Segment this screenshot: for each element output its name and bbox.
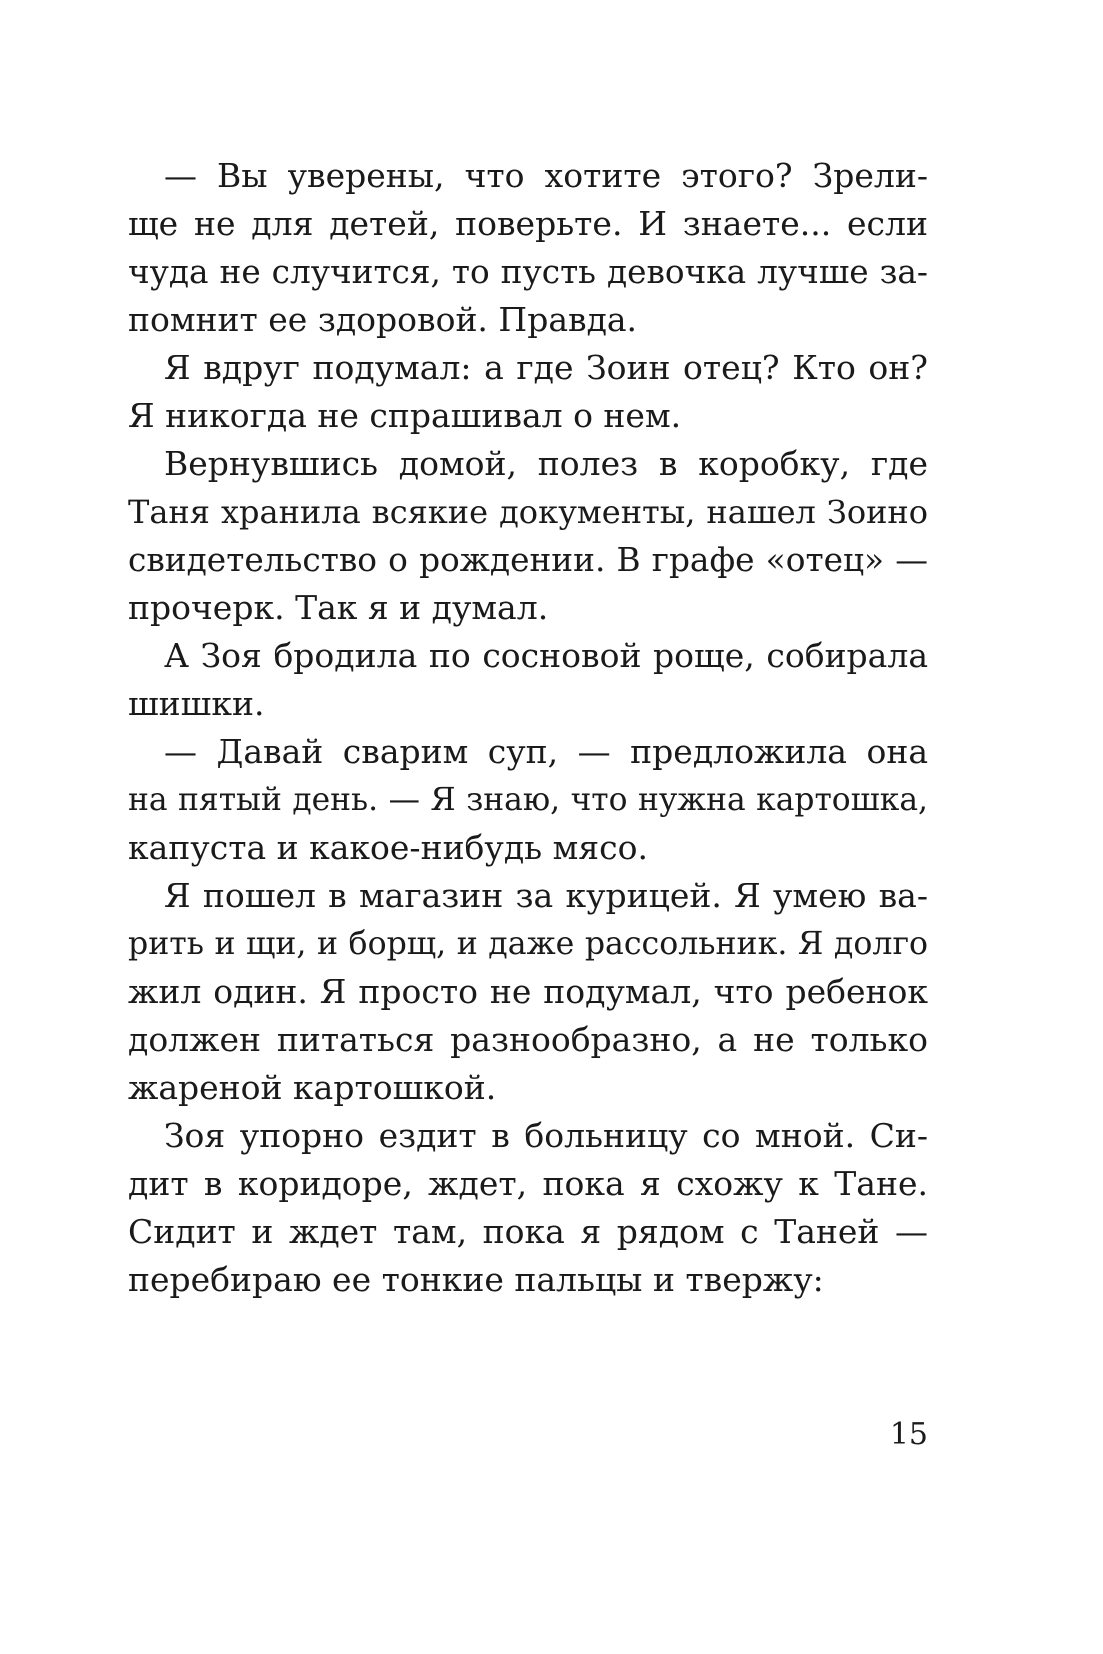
text-line: свидетельство о рождении. В графе «отец» —: [128, 541, 928, 579]
text-line: Таня хранила всякие документы, нашел Зоино: [128, 493, 928, 531]
text-line: прочерк. Так я и думал.: [128, 588, 549, 627]
text-line: — Давай сварим суп, — предложила она: [164, 732, 928, 771]
text-line: Зоя упорно ездит в больницу со мной. Си-: [164, 1116, 928, 1155]
text-line: — Вы уверены, что хотите этого? Зрели-: [164, 156, 928, 195]
page-number: 15: [889, 1417, 928, 1452]
text-line: Вернувшись домой, полез в коробку, где: [164, 444, 928, 483]
text-line: чуда не случится, то пусть девочка лучше за-: [128, 253, 928, 291]
body-text: [128, 152, 928, 1304]
paragraph: [128, 152, 928, 344]
text-line: на пятый день. — Я знаю, что нужна картошка,: [128, 782, 928, 818]
paragraph: [128, 872, 928, 1112]
text-line: перебираю ее тонкие пальцы и твержу:: [128, 1260, 824, 1299]
text-line: ще не для детей, поверьте. И знаете... если: [128, 204, 928, 243]
text-line: шишки.: [128, 684, 265, 723]
text-line: Я пошел в магазин за курицей. Я умею ва-: [164, 876, 928, 915]
text-line: Я вдруг подумал: а где Зоин отец? Кто он?: [164, 348, 928, 387]
text-line: дит в коридоре, ждет, пока я схожу к Тане.: [128, 1164, 928, 1203]
text-line: рить и щи, и борщ, и даже рассольник. Я долго: [128, 926, 928, 962]
text-line: должен питаться разнообразно, а не только: [128, 1020, 928, 1059]
text-line: Я никогда не спрашивал о нем.: [128, 396, 682, 435]
paragraph: [128, 1112, 928, 1304]
text-line: капуста и какое-нибудь мясо.: [128, 828, 648, 867]
text-line: жил один. Я просто не подумал, что ребенок: [128, 972, 928, 1011]
paragraph: [128, 344, 928, 440]
paragraph: [128, 440, 928, 632]
text-line: жареной картошкой.: [128, 1068, 497, 1107]
paragraph: [128, 728, 928, 872]
paragraph: [128, 632, 928, 728]
text-line: А Зоя бродила по сосновой роще, собирала: [164, 636, 928, 675]
text-line: помнит ее здоровой. Правда.: [128, 300, 638, 339]
text-line: Сидит и ждет там, пока я рядом с Таней —: [128, 1212, 928, 1251]
